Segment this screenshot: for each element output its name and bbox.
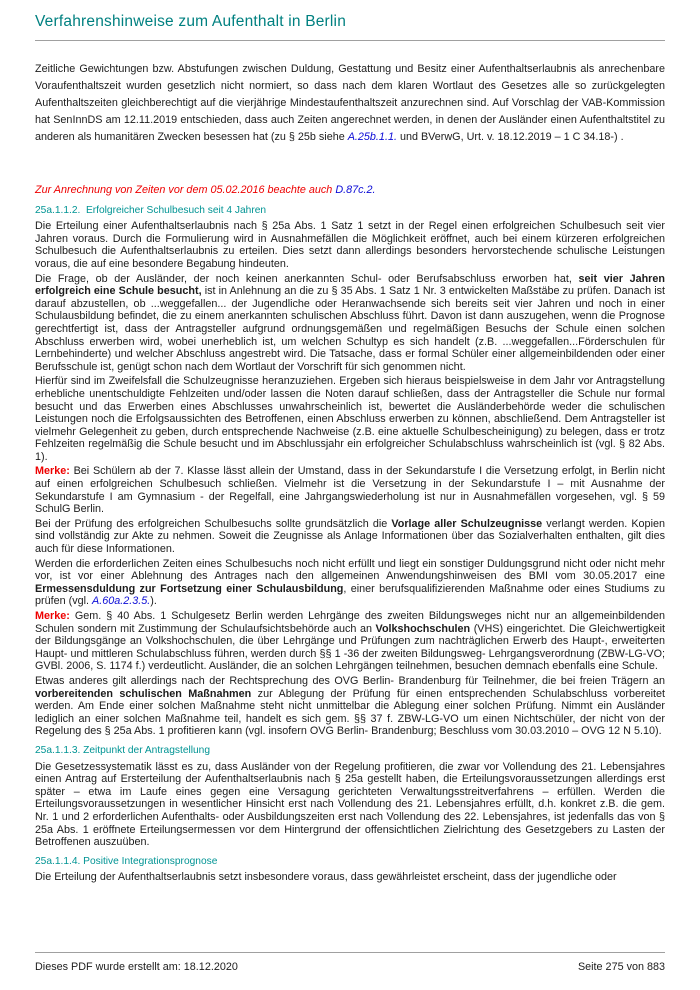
section-heading: 25a.1.1.2. Erfolgreicher Schulbesuch seit 4 Jahren [35,204,267,216]
note-paragraph [35,184,665,197]
paragraph [35,465,665,515]
text-run: ). [150,595,157,608]
paragraph [35,761,665,849]
text-run: Die Erteilung einer Aufenthaltserlaubnis nach § 25a Abs. 1 Satz 1 setzt in der Regel einen erfolgreichen Schulbesuch seit vier Jahren voraus. Durch die Formulierung wird in Ausnahmefällen die Möglichkeit eröffnet, auch bei einem kürzeren erfolgreichen Schulbesuch die Aufenthaltserlaubnis zu erteilen. Dies setzt dann allerdings besonders hervorstechende schulische Leistungen voraus, die auf eine besondere Begabung hindeuten. [35,220,665,270]
section-heading: 25a.1.1.3. Zeitpunkt der Antragstellung [35,744,211,756]
text-run: seit vier Jahren erfolgreich eine Schule besucht, [35,272,665,298]
text-run: Merke: [35,465,74,478]
text-run: Ermessensduldung zur Fortsetzung einer Schulausbildung [35,582,344,595]
text-run: Zur Anrechnung von Zeiten vor dem 05.02.2016 beachte auch [35,184,336,196]
text-run: Die Erteilung der Aufenthaltserlaubnis setzt insbesondere voraus, dass gewährleistet erscheint, dass der jugendliche oder [35,871,617,884]
cross-reference-link[interactable]: D.87c.2. [335,184,376,196]
text-run: Die Frage, ob der Ausländer, der noch keinen anerkannten Schul- oder Berufsabschluss erworben hat, [35,272,579,285]
text-run: Bei Schülern ab der 7. Klasse lässt allein der Umstand, dass in der Sekundarstufe I die Versetzung erfolgt, in Berlin nicht auf einen erfolgreichen Schulbesuch schließen. Vielmehr ist die Versetzung in der Sekundarstufe I – mit Ausnahme der Sekundarstufe I am Gymnasium - der Regelfall, eine Jahrgangswiederholung ist nur in Ausnahmefällen vorgesehen, vgl. § 59 SchulG Berlin. [35,465,665,516]
text-run: (VHS) eingerichtet. Die Gleichwertigkeit der Bildungsgänge an Volkshochschulen, die über Lehrgänge und Prüfungen zum nachträglichen Erwerb des Haupt-, erweiterten Haupt- und mittleren Schulabschluss führen, werden durch §§ 1 -36 der zweiten Bildungsweg- Lehrgangsverordnung (ZBW-LG-VO; GVBl. 2006, S. 1174 f.) verdeutlicht. Ausländer, die an solchen Lehrgängen teilnehmen, besuchen demnach ebenfalls eine Schule. [35,622,665,673]
paragraph [35,375,665,463]
text-run: Vorlage aller Schulzeugnisse [391,517,543,530]
document-body [0,41,700,949]
paragraph [35,518,665,556]
document-header [0,0,700,41]
section-heading: 25a.1.1.4. Positive Integrationsprognose [35,855,218,867]
cross-reference-link[interactable]: A.25b.1.1. [347,131,397,143]
paragraph [35,558,665,608]
text-run: Volkshochschulen [375,622,471,635]
text-run: Gem. § 40 Abs. 1 Schulgesetz Berlin werden Lehrgänge des zweiten Bildungsweges nicht nur an allgemeinbildenden Schulen sondern mit Zustimmung der Schulaufsichtsbehörde auch an [35,610,665,635]
text-run: Etwas anderes gilt allerdings nach der Rechtsprechung des OVG Berlin- Brandenburg für Teilnehmer, die bei freien Trägern an [35,674,665,687]
paragraph [35,675,665,738]
text-run: , einer berufsqualifizierenden Maßnahme oder eines Studiums zu prüfen (vgl. [35,582,665,608]
text-run: Die Gesetzessystematik lässt es zu, dass Ausländer von der Regelung profitieren, die zwar vor Vollendung des 21. Lebensjahres einen Antrag auf Ersterteilung der Aufenthaltserlaubnis nach § 25a gestellt haben, die Erteilungsvoraussetzungen allerdings erst später – etwa im Laufe eines gegen eine Versagung gerichteten Verwaltungsstreitverfahrens – erfüllen. Werden die Erteilungsvoraussetzungen in wesentlicher Hinsicht erst nach Vollendung des 21. Lebensjahres erfüllt, d.h. konkret z.B. die gem. Nr. 1 und 2 erforderlichen Aufenthalts- oder Ausbildungszeiten erst nach Vollendung des 22. Lebensjahres, ist jedenfalls das von § 25a Abs. 1 eröffnete Erteilungsermessen vor dem Hintergrund der offensichtlichen Zielrichtung des Gesetzgebers zu Lasten der Betroffenen auszuüben. [35,760,665,849]
text-run: Hierfür sind im Zweifelsfall die Schulzeugnisse heranzuziehen. Ergeben sich hieraus beispielsweise in dem Jahr vor Antragstellung erhebliche unentschuldigte Fehlzeiten und/oder lassen die Noten darauf schließen, dass der Antragsteller die Schule nur formal besucht und das Erwerben eines Abschlusses unwahrscheinlich ist, bewertet die Ausländerbehörde weder die schulischen Leistungen noch die Erfolgsaussichten des Betroffenen, einen Abschluss erwerben zu können, abschließend. Dem Antragsteller ist vielmehr Gelegenheit zu geben, durch entsprechende Nachweise (z.B. eine aktuelle Schulbescheinigung) zu belegen, dass er trotz Fehlzeiten regelmäßig die Schule besucht und im Abschlussjahr ein erfolgreicher Schulabschluss wahrscheinlich ist (vgl. § 82 Abs. 1). [35,375,665,463]
paragraph [35,61,665,146]
text-run: Werden die erforderlichen Zeiten eines Schulbesuchs noch nicht erfüllt und liegt ein sonstiger Duldungsgrund nicht oder nicht mehr vor, ist vor einer Ablehnung des Antrages nach den allgemeinen Anwendungshinweisen des BMI vom 30.05.2017 eine [35,557,665,583]
text-run: zur Ablegung der Prüfung für einen entsprechenden Schulabschluss vorbereitet werden. Am Ende einer solchen Maßnahme steht nicht unmittelbar die Ablegung einer solchen Prüfung. Nimmt ein Ausländer lediglich an einer solchen Maßnahme teil, handelt es sich gem. §§ 37 f. ZBW-LG-VO um einen Nichtschüler, der nicht von der Regelung des § 25a Abs. 1 profitieren kann (vgl. insofern OVG Berlin- Brandenburg; Beschluss vom 30.03.2010 – OVG 12 N 5.10). [35,687,666,738]
document-title: Verfahrenshinweise zum Aufenthalt in Berlin [35,10,665,41]
paragraph [35,220,665,270]
cross-reference-link[interactable]: A.60a.2.3.5. [92,595,151,608]
paragraph [35,273,665,374]
paragraph [35,610,665,673]
footer-created-date: Dieses PDF wurde erstellt am: 18.12.2020 [35,961,238,973]
text-run: ist in Anlehnung an die zu § 35 Abs. 1 Satz 1 Nr. 3 entwickelten Maßstäbe zu prüfen. Danach ist darauf abzustellen, ob ...weggefallen... der Jugendliche oder Heranwachsende sich bereits seit vier Jahren und noch in einer Schulausbildung befindet, die zu einem anerkannten schulischen Abschluss führt. Davon ist dann auszugehen, wenn die Prognose gerechtfertigt ist, dass der Antragsteller aufgrund ordnungsgemäßen und regelmäßigen Besuchs der Schule einen solchen Abschluss erwerben wird, wobei unerheblich ist, um welchen Schultyp es sich handelt (z.B. ...weggefallen...Förderschulen für Lernbehinderte) und welcher Abschluss angestrebt wird. Die Tatsache, dass er formal Schüler einer allgemeinbildenden oder einer Berufsschule ist, genügt schon nach dem Wortlaut der Vorschrift für sich genommen nicht. [35,285,665,373]
text-run: verlangt werden. Kopien sind vollständig zur Akte zu nehmen. Soweit die Zeugnisse als Anlage Informationen über das Sozialverhalten enthalten, gilt dies auch für diese Informationen. [35,517,665,556]
paragraph [35,871,665,884]
text-run: Zeitliche Gewichtungen bzw. Abstufungen zwischen Duldung, Gestattung und Besitz einer Aufenthaltserlaubnis als anrechenbare Voraufenthaltszeit wurden gesetzlich nicht normiert, so dass nach dem klaren Wortlaut des Gesetzes alle so zurückgelegten Aufenthaltszeiten gleichberechtigt auf die vierjährige Mindestaufenthaltszeit anzurechnen sind. Auf Vorschlag der VAB-Kommission hat SenInnDS am 12.11.2019 entschieden, dass auch Zeiten angerechnet werden, in denen der Ausländer einen Aufenthaltstitel zu anderen als humanitären Zwecken besessen hat (zu § 25b siehe [35,63,665,143]
text-run: vorbereitenden schulischen Maßnahmen [35,687,252,700]
text-run: Bei der Prüfung des erfolgreichen Schulbesuchs sollte grundsätzlich die [35,517,392,530]
document-footer [35,952,665,990]
footer-page-number: Seite 275 von 883 [577,961,665,973]
text-run: Merke: [35,610,75,622]
text-run: und BVerwG, Urt. v. 18.12.2019 – 1 C 34.18-) . [396,131,624,143]
